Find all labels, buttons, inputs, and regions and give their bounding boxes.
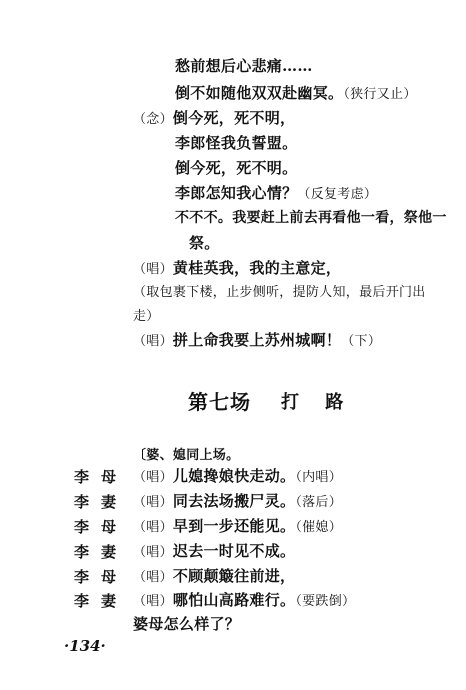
cue-label: （唱） [133, 262, 173, 277]
line-6-text: 李郎怎知我心情？ [175, 184, 298, 202]
line-3-text: 倒今死，死不明， [172, 109, 296, 127]
stage-direction: （下） [341, 334, 382, 349]
dialogue-line [133, 516, 342, 538]
stage-direction: （反复考虑） [297, 187, 378, 202]
line-5: 倒今死，死不明。 [175, 159, 298, 177]
role-name: 李母 [74, 468, 129, 486]
dialogue-text: 不顾颠簸往前进， [172, 567, 296, 585]
line-4: 李郎怪我负誓盟。 [175, 134, 298, 152]
dialogue-text: 早到一步还能见。 [172, 517, 296, 535]
cue-label: （唱） [133, 520, 173, 535]
cue-label: （唱） [133, 545, 173, 560]
dialogue-line [133, 590, 355, 612]
line-11: 走） [133, 309, 160, 324]
line-9-text: 黄桂英我，我的主意定， [172, 259, 342, 277]
cue-label: （唱） [133, 594, 173, 609]
role-name: 李妻 [74, 592, 129, 610]
dialogue-line [133, 466, 342, 488]
page-number: ·134· [64, 637, 106, 655]
cue-label: （唱） [133, 495, 173, 510]
role-name: 李妻 [74, 543, 129, 561]
line-7: 不不不。我要赶上前去再看他一看，祭他一 [175, 210, 447, 226]
scene-title: 第七场 [188, 390, 251, 414]
role-name: 李母 [74, 568, 129, 586]
cue-label: （唱） [133, 470, 173, 485]
dialogue-line-final: 婆母怎么样了？ [133, 615, 241, 633]
line-8: 祭。 [189, 234, 220, 252]
line-12-text: 拼上命我要上苏州城啊！ [172, 331, 342, 349]
dialogue-text: 儿媳搀娘快走动。 [172, 467, 296, 485]
dialogue-text: 同去法场搬尸灵。 [172, 492, 296, 510]
line-2-text: 倒不如随他双双赴幽冥。 [175, 84, 344, 102]
cue-label: （念） [133, 112, 173, 127]
cue-label: （唱） [133, 570, 173, 585]
stage-direction: （要跌倒） [295, 594, 356, 609]
cue-label: （唱） [133, 334, 173, 349]
line-1: 愁前想后心悲痛…… [175, 57, 313, 75]
line-3 [133, 108, 295, 130]
stage-direction: （内唱） [295, 470, 343, 485]
line-12 [133, 330, 381, 352]
dialogue-line [133, 541, 295, 563]
role-name: 李妻 [74, 493, 129, 511]
line-2 [175, 83, 417, 105]
line-6 [175, 183, 377, 205]
line-9 [133, 258, 341, 280]
role-name: 李母 [74, 518, 129, 536]
dialogue-text: 哪怕山高路难行。 [172, 591, 296, 609]
scene-subtitle: 打 路 [281, 392, 354, 413]
stage-direction: （落后） [295, 495, 343, 510]
line-10: （取包裹下楼，止步侧听，提防人知，最后开门出 [133, 285, 426, 300]
stage-direction: （狭行又止） [343, 87, 417, 102]
dialogue-line [133, 566, 295, 588]
dialogue-text: 迟去一时见不成。 [172, 542, 296, 560]
stage-entry: 〔婆、媳同上场。 [133, 448, 240, 463]
dialogue-line [133, 491, 342, 513]
stage-direction: （催媳） [295, 520, 343, 535]
